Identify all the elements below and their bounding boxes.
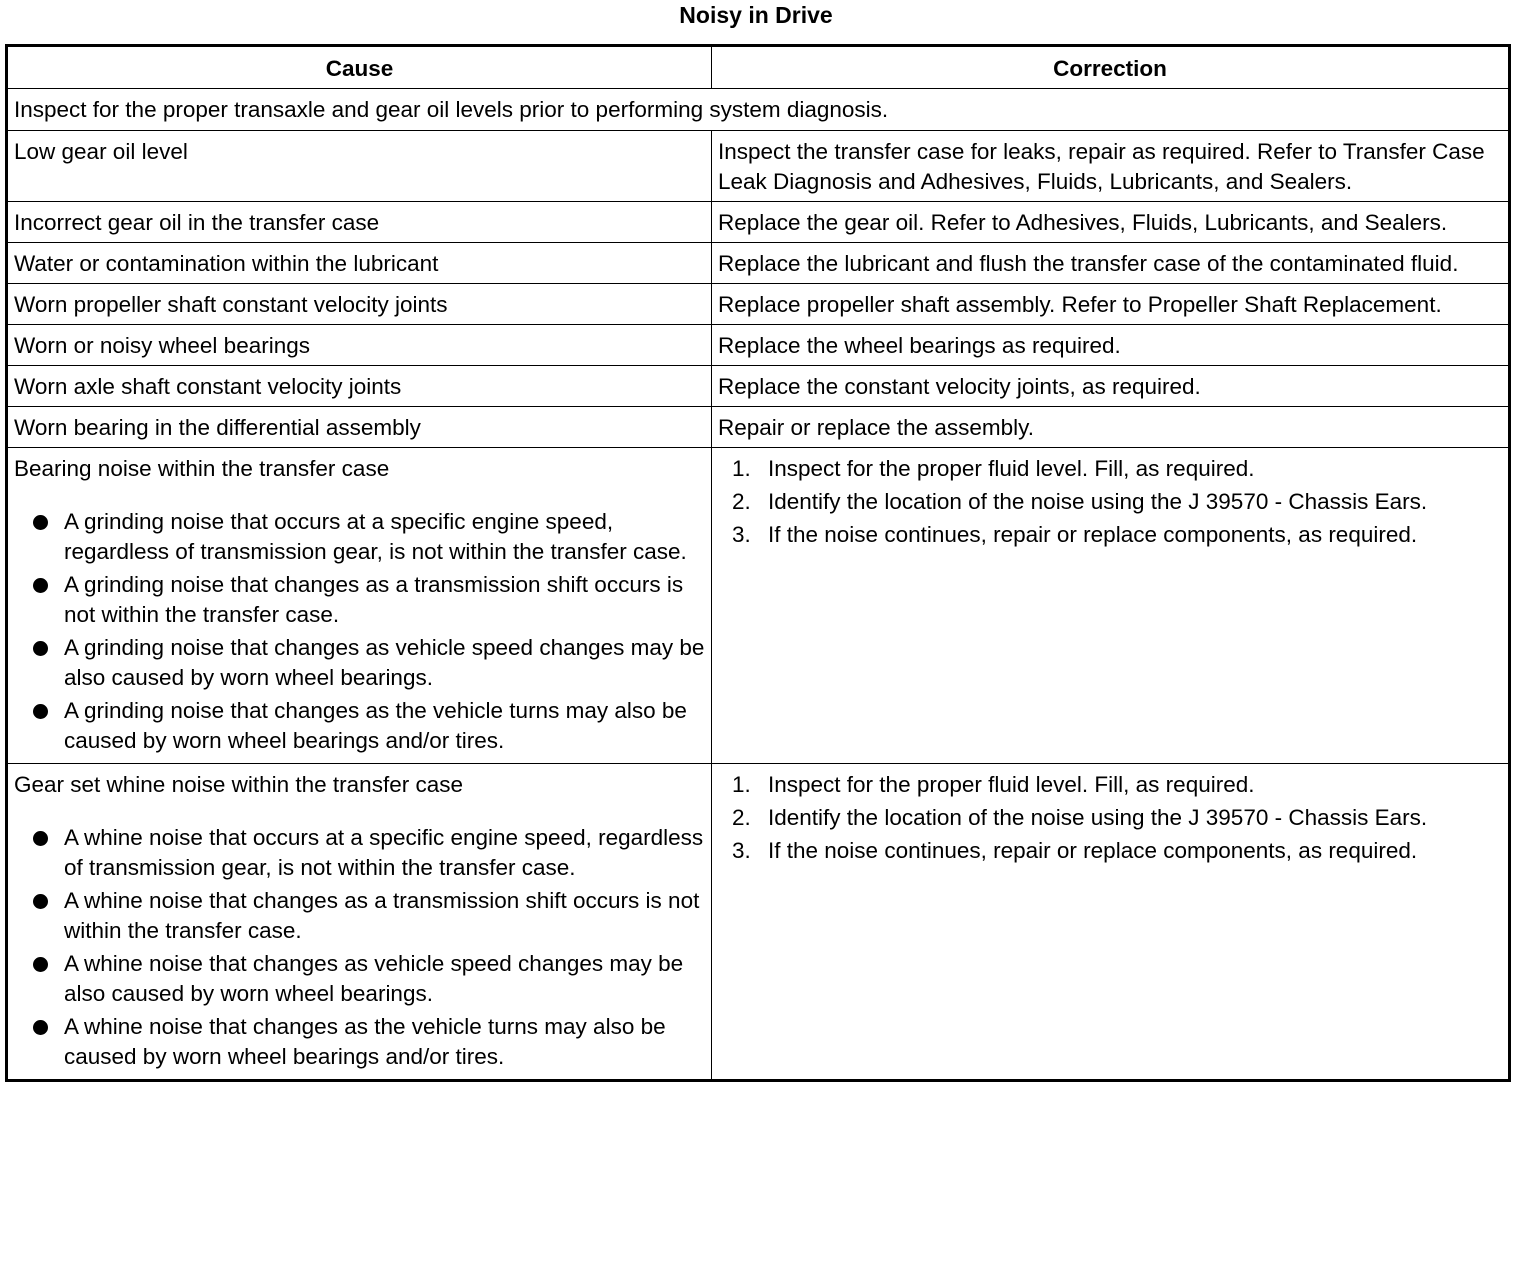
correction-cell: Replace the wheel bearings as required. [712, 325, 1510, 366]
cause-cell: Worn axle shaft constant velocity joints [7, 366, 712, 407]
table-row [7, 284, 1510, 325]
header-correction: Correction [712, 46, 1510, 89]
step-item [718, 836, 1502, 866]
step-text: If the noise continues, repair or replace components, as required. [768, 522, 1418, 547]
bullet-text: A whine noise that changes as a transmission shift occurs is not within the transfer case. [64, 888, 700, 943]
correction-cell: Replace the lubricant and flush the transfer case of the contaminated fluid. [712, 243, 1510, 284]
table-row [7, 764, 1510, 1081]
table-row [7, 243, 1510, 284]
bullet-text: A whine noise that occurs at a specific engine speed, regardless of transmission gear, is not within the transfer case. [64, 825, 704, 880]
diagnosis-table [5, 44, 1511, 1082]
bullet-item [14, 507, 705, 567]
step-item [718, 770, 1502, 800]
cause-cell: Worn propeller shaft constant velocity joints [7, 284, 712, 325]
table-row [7, 407, 1510, 448]
bullet-icon [33, 894, 48, 909]
step-number: 2. [732, 805, 751, 830]
table-row [7, 131, 1510, 202]
bullet-text: A whine noise that changes as vehicle speed changes may be also caused by worn wheel bearings. [64, 951, 684, 1006]
step-item [718, 487, 1502, 517]
table-row [7, 366, 1510, 407]
bullet-icon [33, 578, 48, 593]
step-item [718, 803, 1502, 833]
step-number: 3. [732, 838, 751, 863]
bullet-icon [33, 641, 48, 656]
step-number: 3. [732, 522, 751, 547]
bullet-text: A grinding noise that changes as vehicle speed changes may be also caused by worn wheel bearings. [64, 635, 705, 690]
cause-cell: Worn or noisy wheel bearings [7, 325, 712, 366]
step-text: Identify the location of the noise using the J 39570 - Chassis Ears. [768, 489, 1428, 514]
correction-cell: Inspect the transfer case for leaks, repair as required. Refer to Transfer Case Leak Diagnosis and Adhesives, Fluids, Lubricants, and Sealers. [712, 131, 1510, 202]
note-cell: Inspect for the proper transaxle and gear oil levels prior to performing system diagnosis. [7, 89, 1510, 131]
step-text: Inspect for the proper fluid level. Fill, as required. [768, 772, 1255, 797]
correction-cell: Replace propeller shaft assembly. Refer to Propeller Shaft Replacement. [712, 284, 1510, 325]
bullet-item [14, 949, 705, 1009]
correction-cell [712, 764, 1510, 1081]
cause-title: Bearing noise within the transfer case [14, 456, 390, 481]
page-title: Noisy in Drive [679, 2, 833, 28]
bullet-icon [33, 831, 48, 846]
header-row [7, 46, 1510, 89]
bullet-item [14, 823, 705, 883]
step-number: 2. [732, 489, 751, 514]
correction-cell: Replace the gear oil. Refer to Adhesives, Fluids, Lubricants, and Sealers. [712, 202, 1510, 243]
correction-step-list [718, 770, 1502, 866]
cause-title: Gear set whine noise within the transfer case [14, 772, 463, 797]
step-text: Inspect for the proper fluid level. Fill, as required. [768, 456, 1255, 481]
bullet-item [14, 570, 705, 630]
cause-cell [7, 764, 712, 1081]
cause-cell: Water or contamination within the lubricant [7, 243, 712, 284]
correction-cell [712, 448, 1510, 764]
table-row [7, 325, 1510, 366]
cause-cell: Worn bearing in the differential assembly [7, 407, 712, 448]
cause-cell [7, 448, 712, 764]
step-number: 1. [732, 772, 751, 797]
cause-cell: Low gear oil level [7, 131, 712, 202]
note-row [7, 89, 1510, 131]
step-item [718, 520, 1502, 550]
step-number: 1. [732, 456, 751, 481]
table-row [7, 448, 1510, 764]
correction-cell: Replace the constant velocity joints, as required. [712, 366, 1510, 407]
bullet-icon [33, 1020, 48, 1035]
bullet-text: A grinding noise that changes as a transmission shift occurs is not within the transfer case. [64, 572, 684, 627]
step-text: Identify the location of the noise using the J 39570 - Chassis Ears. [768, 805, 1428, 830]
cause-bullet-list [14, 507, 705, 756]
bullet-item [14, 633, 705, 693]
table-row [7, 202, 1510, 243]
cause-bullet-list [14, 823, 705, 1072]
bullet-text: A whine noise that changes as the vehicle turns may also be caused by worn wheel bearings and/or tires. [64, 1014, 666, 1069]
bullet-text: A grinding noise that changes as the vehicle turns may also be caused by worn wheel bearings and/or tires. [64, 698, 687, 753]
bullet-item [14, 1012, 705, 1072]
bullet-item [14, 696, 705, 756]
step-text: If the noise continues, repair or replace components, as required. [768, 838, 1418, 863]
bullet-icon [33, 704, 48, 719]
bullet-icon [33, 515, 48, 530]
header-cause: Cause [7, 46, 712, 89]
bullet-text: A grinding noise that occurs at a specific engine speed, regardless of transmission gear, is not within the transfer case. [64, 509, 687, 564]
correction-step-list [718, 454, 1502, 550]
step-item [718, 454, 1502, 484]
bullet-item [14, 886, 705, 946]
correction-cell: Repair or replace the assembly. [712, 407, 1510, 448]
bullet-icon [33, 957, 48, 972]
cause-cell: Incorrect gear oil in the transfer case [7, 202, 712, 243]
